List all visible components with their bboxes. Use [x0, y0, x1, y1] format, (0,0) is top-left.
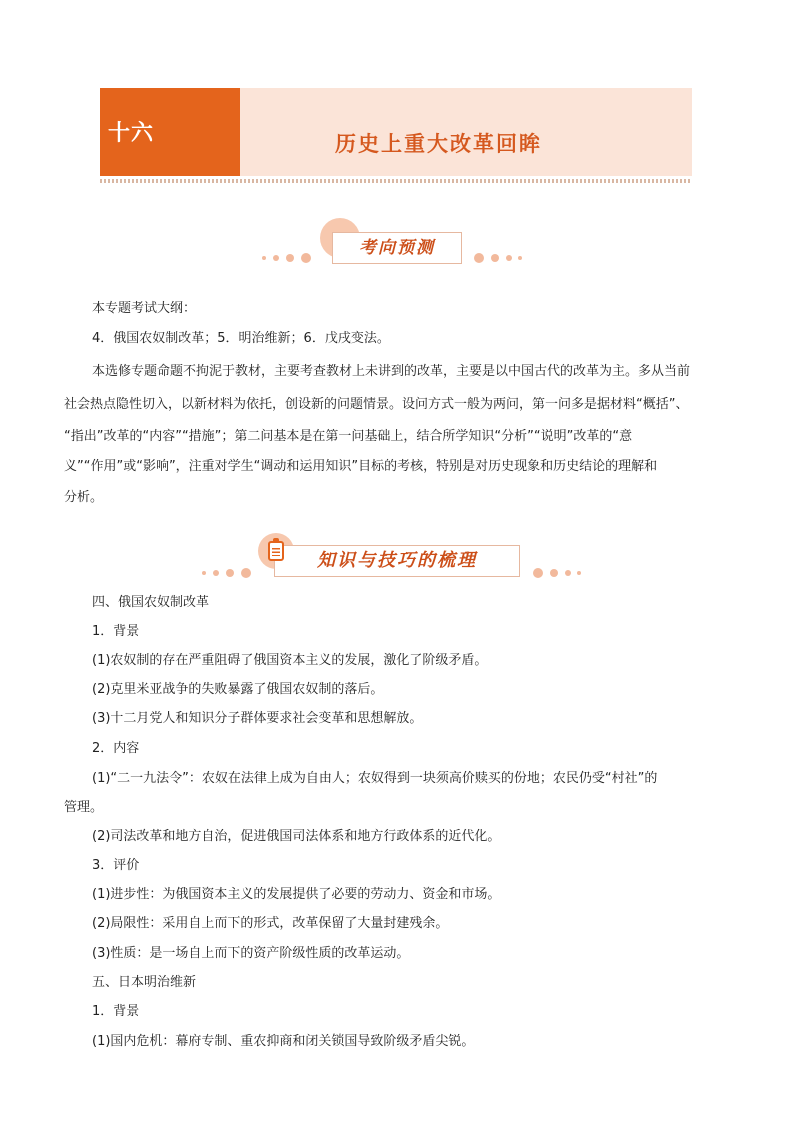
- section-title-knowledge-review: 知识与技巧的梳理: [274, 545, 520, 577]
- intro-line-4: 社会热点隐性切入，以新材料为依托，创设新的问题情景。设问方式一般为两问，第一问多是据材料“概括”、: [64, 397, 689, 412]
- banner-dotted-rule: [100, 179, 692, 183]
- content-line: (3)性质：是一场自上而下的资产阶级性质的改革运动。: [92, 946, 410, 961]
- decor-dot: [577, 571, 581, 575]
- decor-dot: [506, 255, 512, 261]
- decor-dot: [518, 256, 522, 260]
- content-line: (1)进步性：为俄国资本主义的发展提供了必要的劳动力、资金和市场。: [92, 887, 501, 902]
- subheading-background: 1．背景: [92, 1004, 140, 1019]
- decor-dot: [273, 255, 279, 261]
- subheading-content: 2．内容: [92, 741, 140, 756]
- intro-line-1: 本专题考试大纲：: [92, 301, 197, 316]
- decor-dot: [262, 256, 266, 260]
- subheading-background: 1．背景: [92, 624, 140, 639]
- content-line: (2)克里米亚战争的失败暴露了俄国农奴制的落后。: [92, 682, 384, 697]
- decor-dot: [550, 569, 558, 577]
- intro-line-6: 义”“作用”或“影响”，注重对学生“调动和运用知识”目标的考核，特别是对历史现象和历史结论的理解和: [64, 459, 658, 474]
- chapter-title-box: [240, 88, 692, 176]
- content-line: (1)国内危机：幕府专制、重农抑商和闭关锁国导致阶级矛盾尖锐。: [92, 1034, 475, 1049]
- intro-line-3: 本选修专题命题不拘泥于教材，主要考查教材上未讲到的改革，主要是以中国古代的改革为主。多从当前: [92, 364, 691, 379]
- clipboard-icon: [268, 541, 284, 561]
- content-line: (2)局限性：采用自上而下的形式，改革保留了大量封建残余。: [92, 916, 449, 931]
- section-header-knowledge-review: [0, 533, 794, 593]
- section-header-exam-forecast: [0, 218, 794, 278]
- decor-dot: [226, 569, 234, 577]
- content-line: (1)农奴制的存在严重阻碍了俄国资本主义的发展，激化了阶级矛盾。: [92, 653, 488, 668]
- decor-dot: [565, 570, 571, 576]
- decor-dot: [491, 254, 499, 262]
- intro-line-5: “指出”改革的“内容”“措施”；第二问基本是在第一问基础上，结合所学知识“分析”“说明”改革的“意: [64, 429, 633, 444]
- section-title-exam-forecast: 考向预测: [332, 232, 462, 264]
- content-line: (3)十二月党人和知识分子群体要求社会变革和思想解放。: [92, 711, 423, 726]
- intro-line-7: 分析。: [64, 490, 104, 505]
- heading-russia-serfdom-reform: 四、俄国农奴制改革: [92, 595, 210, 610]
- decor-dot: [301, 253, 311, 263]
- decor-dot: [202, 571, 206, 575]
- chapter-title: 历史上重大改革回眸: [335, 131, 542, 156]
- decor-dot: [286, 254, 294, 262]
- content-line: 管理。: [64, 800, 104, 815]
- content-line: (1)“二一九法令”：农奴在法律上成为自由人；农奴得到一块须高价赎买的份地；农民仍受“村社”的: [92, 771, 658, 786]
- decor-dot: [474, 253, 484, 263]
- intro-line-2: 4．俄国农奴制改革；5．明治维新；6．戊戌变法。: [92, 331, 390, 346]
- heading-meiji-restoration: 五、日本明治维新: [92, 975, 197, 990]
- content-line: (2)司法改革和地方自治，促进俄国司法体系和地方行政体系的近代化。: [92, 829, 501, 844]
- decor-dot: [213, 570, 219, 576]
- chapter-banner: [100, 88, 692, 178]
- decor-dot: [533, 568, 543, 578]
- decor-dot: [241, 568, 251, 578]
- chapter-number: 十六: [100, 88, 240, 176]
- subheading-evaluation: 3．评价: [92, 858, 140, 873]
